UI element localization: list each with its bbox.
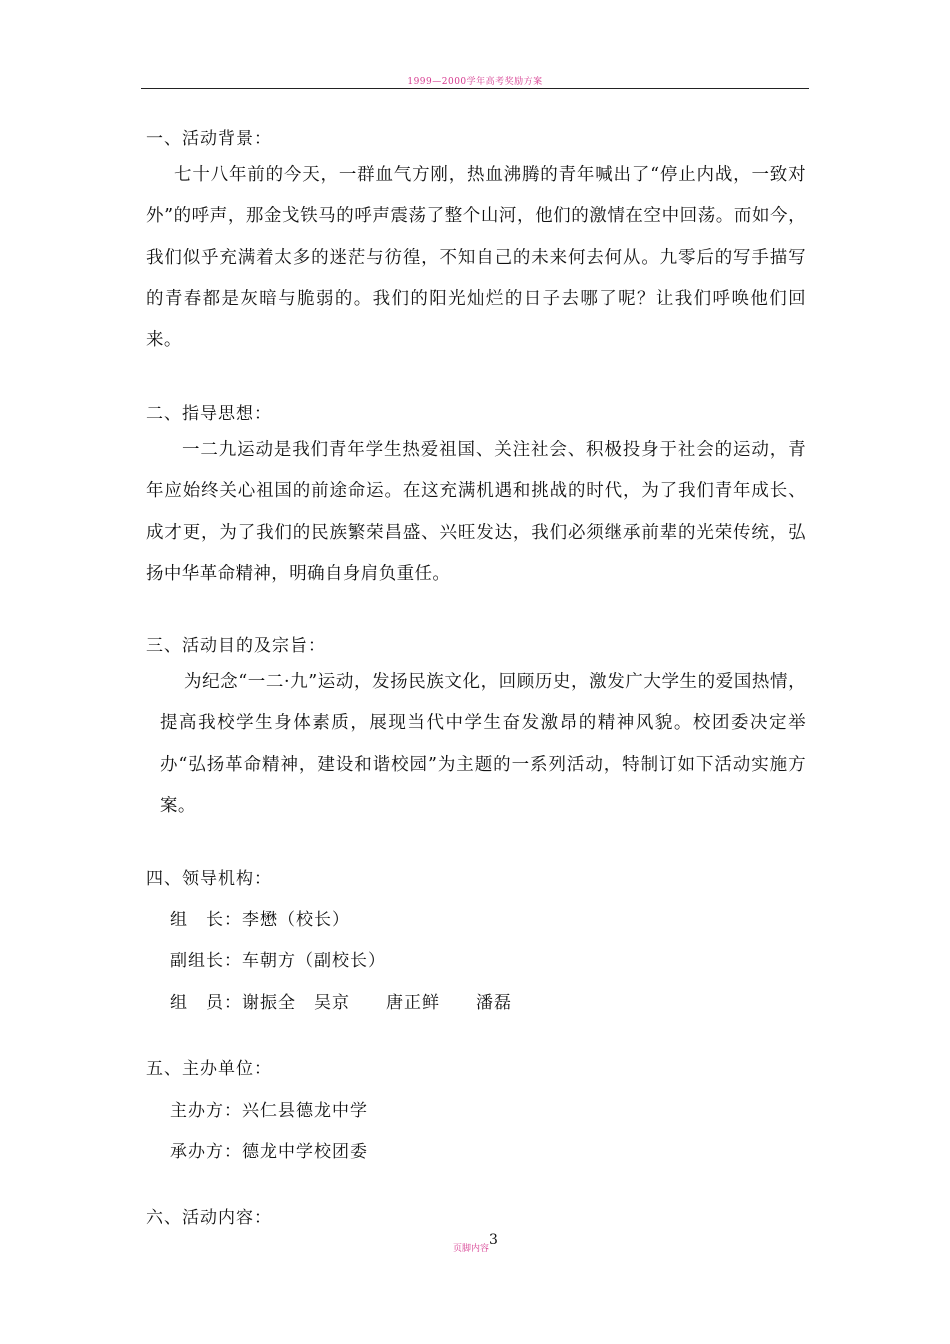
section-heading-background: 一、活动背景： <box>146 129 272 149</box>
section-heading-hosts: 五、主办单位： <box>146 1059 272 1079</box>
section-heading-purpose: 三、活动目的及宗旨： <box>146 636 326 656</box>
host-line: 主办方：兴仁县德龙中学 <box>170 1101 368 1121</box>
section-heading-guiding-thought: 二、指导思想： <box>146 404 272 424</box>
background-paragraph: 七十八年前的今天，一群血气方刚，热血沸腾的青年喊出了“停止内战，一致对外”的呼声，那金戈铁马的呼声震荡了整个山河，他们的激情在空中回荡。而如今，我们似乎充满着太多的迷茫与彷徨，不知自己的未来何去何从。九零后的写手描写的青春都是灰暗与脆弱的。我们的阳光灿烂的日子去哪了呢？让我们呼唤他们回来。 <box>146 165 806 351</box>
members-line: 组 员：谢振全 吴京 唐正鲜 潘磊 <box>170 993 512 1013</box>
page-number: 3 <box>489 1232 498 1248</box>
header-divider <box>141 88 809 89</box>
purpose-paragraph: 为纪念“一二·九”运动，发扬民族文化，回顾历史，激发广大学生的爱国热情，提高我校学生身体素质，展现当代中学生奋发激昂的精神风貌。校团委决定举办“弘扬革命精神，建设和谐校园”为主题的一系列活动，特制订如下活动实施方案。 <box>160 672 806 816</box>
section-heading-content: 六、活动内容： <box>146 1208 272 1228</box>
page-header: 1999—2000学年高考奖励方案 <box>407 77 543 87</box>
organizer-line: 承办方：德龙中学校团委 <box>170 1142 368 1162</box>
guiding-thought-paragraph: 一二九运动是我们青年学生热爱祖国、关注社会、积极投身于社会的运动，青年应始终关心祖国的前途命运。在这充满机遇和挑战的时代，为了我们青年成长、成才更，为了我们的民族繁荣昌盛、兴旺发达，我们必须继承前辈的光荣传统，弘扬中华革命精神，明确自身肩负重任。 <box>146 440 806 584</box>
section-heading-leadership: 四、领导机构： <box>146 869 272 889</box>
leader-line: 组 长：李懋（校长） <box>170 910 350 930</box>
page-footer: 页脚内容 <box>453 1244 490 1254</box>
deputy-leader-line: 副组长：车朝方（副校长） <box>170 951 386 971</box>
